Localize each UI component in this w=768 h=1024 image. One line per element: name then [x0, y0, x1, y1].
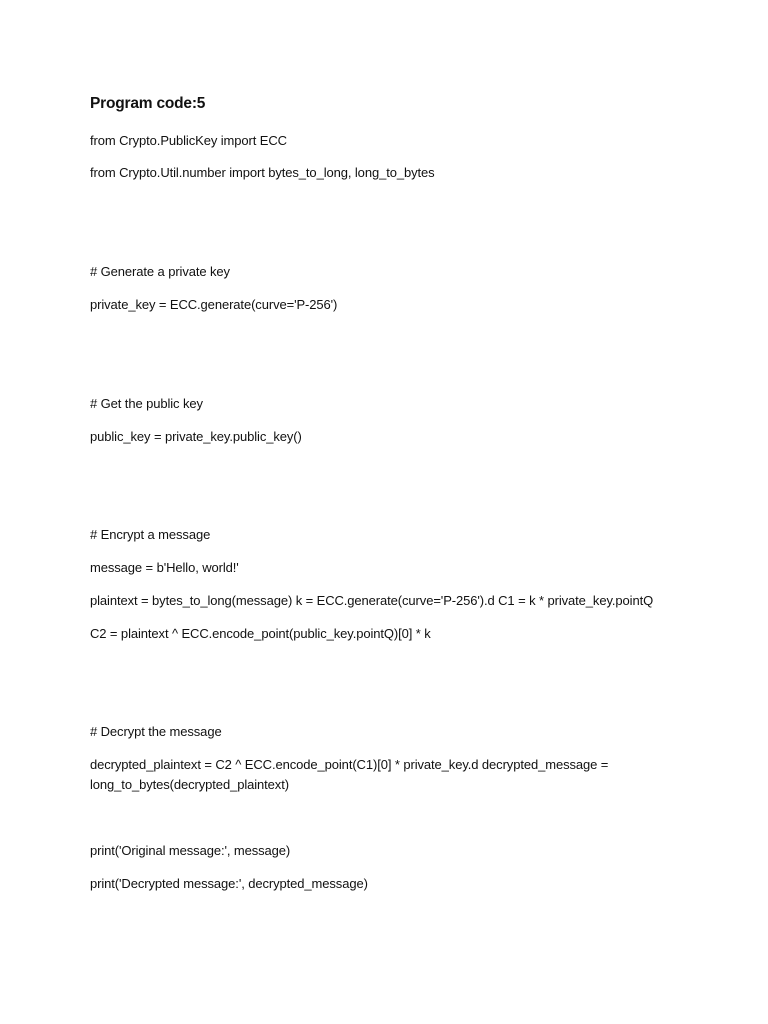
code-comment-public-key: # Get the public key [90, 396, 203, 411]
code-line-print-original: print('Original message:', message) [90, 843, 291, 858]
code-comment-decrypt: # Decrypt the message [90, 724, 222, 739]
code-line-message: message = b'Hello, world!' [90, 560, 239, 575]
page-title: Program code:5 [90, 95, 206, 112]
code-comment-generate-key: # Generate a private key [90, 264, 230, 279]
code-comment-encrypt: # Encrypt a message [90, 527, 211, 542]
code-line-print-decrypted: print('Decrypted message:', decrypted_message) [90, 876, 368, 891]
code-line-public-key: public_key = private_key.public_key() [90, 429, 302, 444]
code-line-import-number: from Crypto.Util.number import bytes_to_long, long_to_bytes [90, 165, 435, 180]
code-line-plaintext: plaintext = bytes_to_long(message) k = ECC.generate(curve='P-256').d C1 = k * private_key.pointQ [90, 593, 654, 608]
code-line-decrypted-plaintext: decrypted_plaintext = C2 ^ ECC.encode_point(C1)[0] * private_key.d decrypted_message = long_to_bytes(decrypted_plaintext) [90, 757, 609, 792]
code-line-private-key: private_key = ECC.generate(curve='P-256') [90, 297, 338, 312]
code-line-c2: C2 = plaintext ^ ECC.encode_point(public_key.pointQ)[0] * k [90, 626, 431, 641]
code-line-import-ecc: from Crypto.PublicKey import ECC [90, 133, 287, 148]
